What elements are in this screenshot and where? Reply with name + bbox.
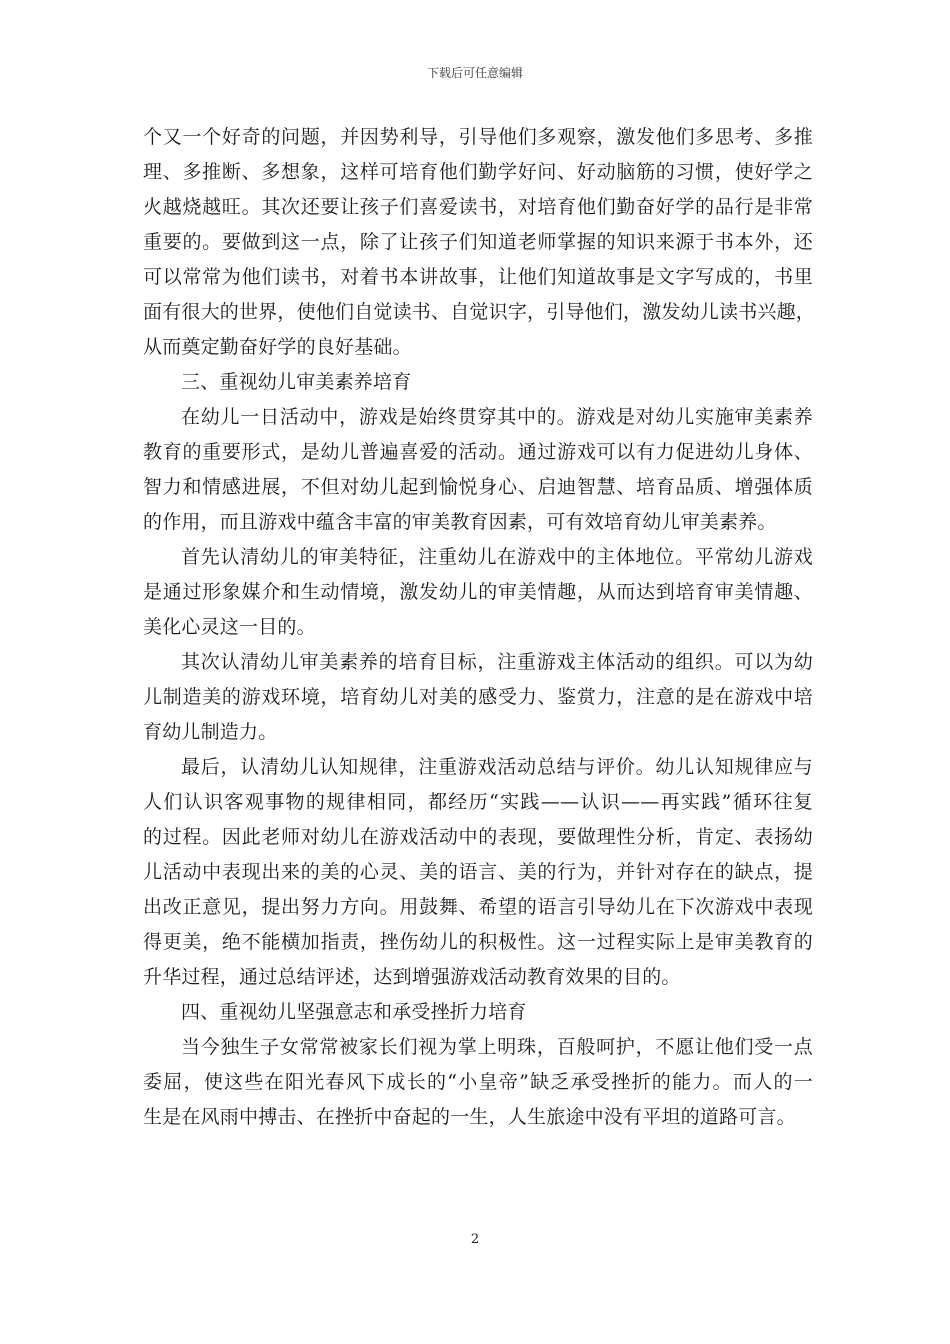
paragraph-line-last: 的作用，而且游戏中蕴含丰富的审美教育因素，可有效培育幼儿审美素养。: [143, 511, 777, 533]
paragraph-line-last: 升华过程，通过总结评述，达到增强游戏活动教育效果的目的。: [143, 966, 681, 988]
paragraph-line: 火越烧越旺。其次还要让孩子们喜爱读书，对培育他们勤奋好学的品行是非常: [143, 196, 813, 218]
paragraph-line: 首先认清幼儿的审美特征，注重幼儿在游戏中的主体地位。平常幼儿游戏: [181, 546, 813, 568]
paragraph-line: 儿制造美的游戏环境，培育幼儿对美的感受力、鉴赏力，注意的是在游戏中培: [143, 686, 813, 708]
paragraph-line: 其次认清幼儿审美素养的培育目标，注重游戏主体活动的组织。可以为幼: [181, 651, 813, 673]
paragraph-line: 智力和情感进展，不但对幼儿起到愉悦身心、启迪智慧、培育品质、增强体质: [143, 476, 813, 498]
paragraph-line-last: 育幼儿制造力。: [143, 721, 278, 743]
paragraph-line: 教育的重要形式，是幼儿普遍喜爱的活动。通过游戏可以有力促进幼儿身体、: [143, 441, 813, 463]
page-header: 下载后可任意编辑: [426, 66, 523, 80]
paragraph-line-last: 生是在风雨中搏击、在挫折中奋起的一生，人生旅途中没有平坦的道路可言。: [143, 1106, 796, 1128]
paragraph-line: 的过程。因此老师对幼儿在游戏活动中的表现，要做理性分析，肯定、表扬幼: [143, 826, 813, 848]
paragraph-line-last: 三、重视幼儿审美素养培育: [181, 371, 412, 393]
paragraph-line: 当今独生子女常常被家长们视为掌上明珠，百般呵护，不愿让他们受一点: [181, 1036, 813, 1058]
paragraph-line: 在幼儿一日活动中，游戏是始终贯穿其中的。游戏是对幼儿实施审美素养: [181, 406, 813, 428]
paragraph-line-last: 从而奠定勤奋好学的良好基础。: [143, 336, 412, 358]
paragraph-line: 重要的。要做到这一点，除了让孩子们知道老师掌握的知识来源于书本外，还: [143, 231, 813, 253]
paragraph-line: 得更美，绝不能横加指责，挫伤幼儿的积极性。这一过程实际上是审美教育的: [143, 931, 813, 953]
document-body: [143, 120, 816, 1135]
paragraph-line: 最后，认清幼儿认知规律，注重游戏活动总结与评价。幼儿认知规律应与: [181, 756, 813, 778]
page-number: 2: [470, 1232, 480, 1247]
paragraph-line: 面有很大的世界，使他们自觉读书、自觉识字，引导他们，激发幼儿读书兴趣，: [143, 301, 816, 323]
paragraph-line: 理、多推断、多想象，这样可培育他们勤学好问、好动脑筋的习惯，使好学之: [143, 161, 813, 183]
paragraph-line: 是通过形象媒介和生动情境，激发幼儿的审美情趣，从而达到培育审美情趣、: [143, 581, 813, 603]
paragraph-line: 可以常常为他们读书，对着书本讲故事，让他们知道故事是文字写成的，书里: [143, 266, 813, 288]
paragraph-line-last: 美化心灵这一目的。: [143, 616, 316, 638]
paragraph-line: 个又一个好奇的问题，并因势利导，引导他们多观察，激发他们多思考、多推: [143, 126, 813, 148]
paragraph-line: 委屈，使这些在阳光春风下成长的“小皇帝”缺乏承受挫折的能力。而人的一: [143, 1071, 813, 1093]
paragraph-line: 出改正意见，提出努力方向。用鼓舞、希望的语言引导幼儿在下次游戏中表现: [143, 896, 813, 918]
paragraph-line: 人们认识客观事物的规律相同，都经历“实践——认识——再实践”循环往复: [143, 791, 813, 813]
paragraph-line: 儿活动中表现出来的美的心灵、美的语言、美的行为，并针对存在的缺点，提: [143, 861, 813, 883]
paragraph-line-last: 四、重视幼儿坚强意志和承受挫折力培育: [181, 1001, 527, 1023]
